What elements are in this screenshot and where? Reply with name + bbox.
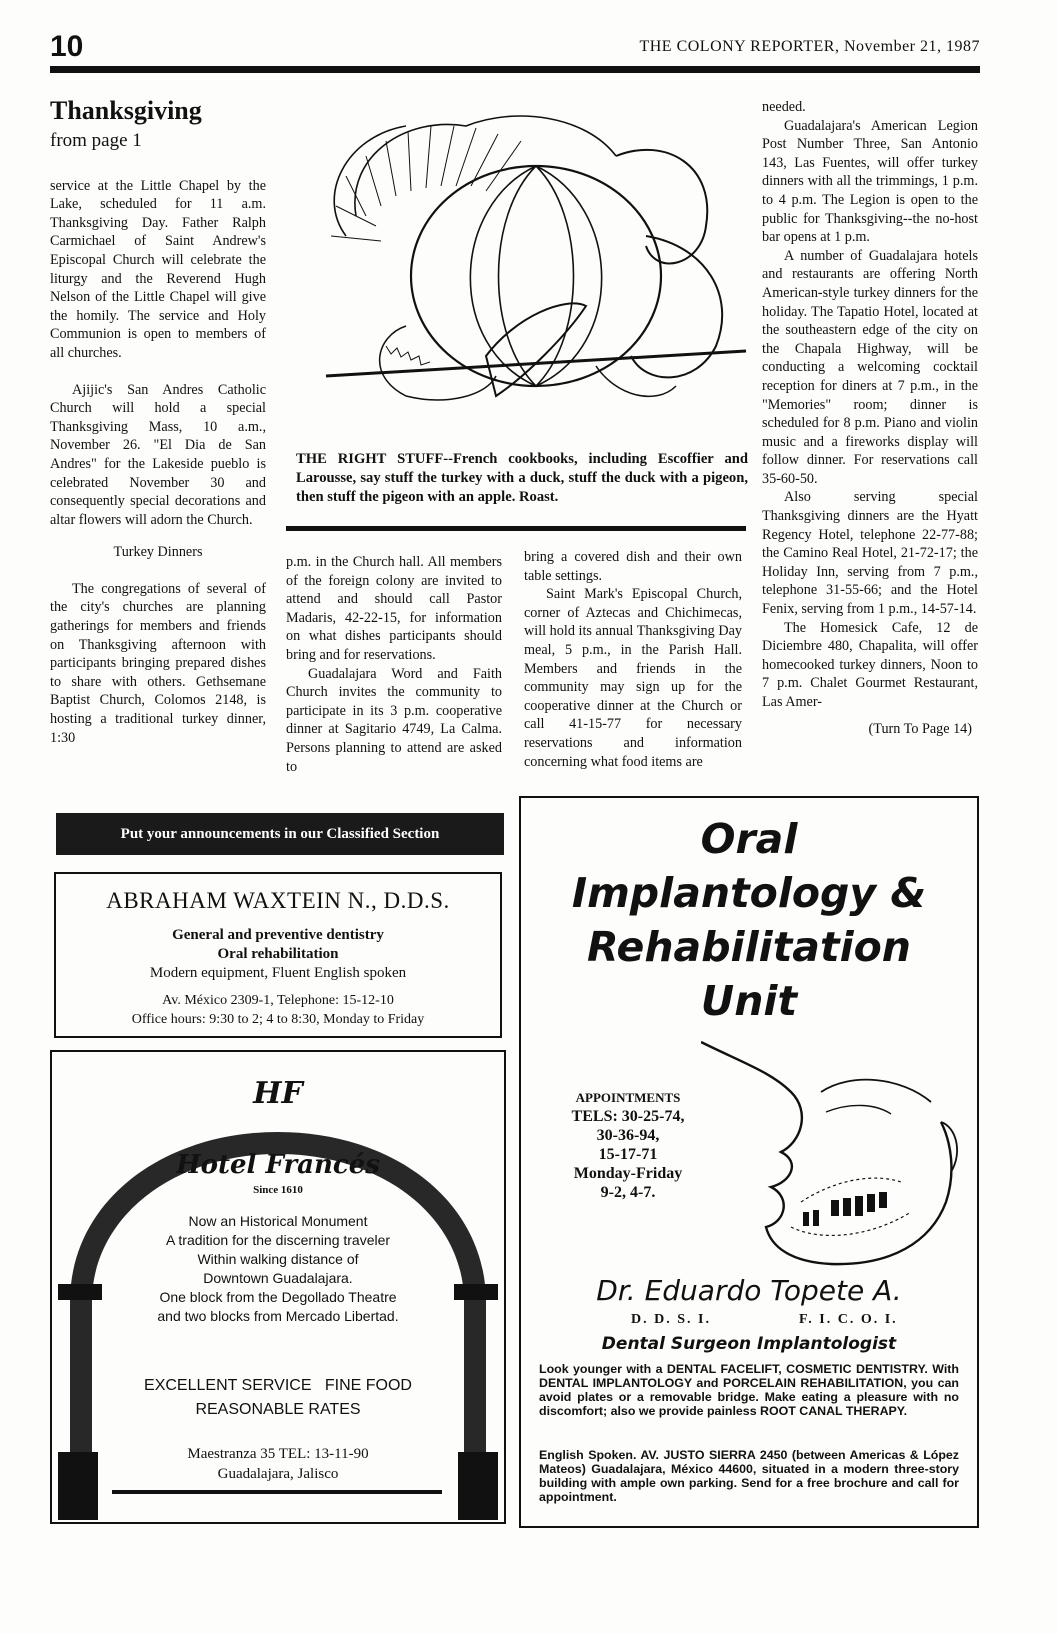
article-column-3 (524, 548, 742, 771)
header-rule (50, 66, 980, 73)
hotel-line: One block from the Degollado Theatre (159, 1289, 397, 1305)
caption-rule (286, 526, 746, 531)
telephone: 30-36-94, (596, 1127, 660, 1144)
ad-oral-implantology (519, 796, 979, 1528)
paragraph: Guadalajara's American Legion Post Number Three, San Antonio 143, Las Fuentes, will offer turkey dinners with all the trimmings, 1 p.m. to 4 p.m. The Legion is open to the public for Thanksgiving--the no-host bar opens at 1 p.m. (762, 117, 978, 246)
page-number: 10 (50, 30, 84, 63)
paragraph: Also serving special Thanksgiving dinners are the Hyatt Regency Hotel, telephone 22-77-88; the Camino Real Hotel, 21-72-17; the Holiday Inn, serving from 7 p.m., telephone 31-55-66; and the Hotel Fenix, serving from 1 p.m., 14-57-14. (762, 489, 978, 618)
hotel-line: and two blocks from Mercado Libertad. (157, 1308, 399, 1324)
masthead: THE COLONY REPORTER, November 21, 1987 (639, 38, 980, 55)
article-title: Thanksgiving (50, 96, 202, 125)
implant-title (521, 812, 977, 1028)
telephone: TELS: 30-25-74, (571, 1108, 685, 1125)
turkey-illustration (286, 96, 756, 446)
dentist-hours: Office hours: 9:30 to 2; 4 to 8:30, Monday to Friday (131, 1012, 425, 1027)
telephone: 15-17-71 (598, 1146, 658, 1163)
paragraph: service at the Little Chapel by the Lake, scheduled for 11 a.m. Thanksgiving Day. Father Ralph Carmichael of Saint Andrew's Episcopal Church will celebrate the liturgy and the Reverend Hugh Nelson of the Little Chapel will give the homily. The service and Holy Communion is open to members of all churches. (50, 177, 266, 361)
photo-caption: THE RIGHT STUFF--French cookbooks, including Escoffier and Larousse, say stuff the turkey with a duck, stuff the duck with a pigeon, then stuff the pigeon with an apple. Roast. (296, 451, 748, 505)
dentist-address: Av. México 2309-1, Telephone: 15-12-10 (162, 993, 394, 1008)
article-column-4 (762, 98, 978, 738)
appointments-block (543, 1088, 713, 1202)
ad-hotel-frances (50, 1050, 506, 1524)
article-subtitle: from page 1 (50, 130, 142, 151)
paragraph: The Homesick Cafe, 12 de Diciembre 480, Chapalita, will offer homecooked turkey dinners, Noon to 7 p.m. Chalet Gourmet Restaurant, Las Amer- (762, 619, 978, 710)
hotel-name: Hotel Francés (176, 1150, 380, 1180)
paragraph: needed. (762, 99, 806, 115)
hotel-line: A tradition for the discerning traveler (165, 1232, 391, 1248)
hotel-address (112, 1444, 444, 1484)
hotel-line: Now an Historical Monument (188, 1213, 368, 1229)
implant-title-line: Unit (700, 977, 798, 1025)
hotel-address-line: Guadalajara, Jalisco (217, 1466, 339, 1482)
dentist-name: ABRAHAM WAXTEIN N., D.D.S. (106, 888, 450, 913)
doctor-name: Dr. Eduardo Topete A. (596, 1274, 902, 1307)
hotel-service: REASONABLE RATES (195, 1401, 361, 1418)
ad-waxtein (54, 872, 502, 1038)
face-profile-illustration (701, 1032, 971, 1272)
credential: F. I. C. O. I. (799, 1312, 898, 1327)
paragraph: Guadalajara Word and Faith Church invites the community to participate in its 3 p.m. cooperative dinner at Sagitario 4749, La Calma. Persons planning to attend are asked to (286, 665, 502, 775)
hotel-monogram: HF (253, 1076, 303, 1111)
paragraph: bring a covered dish and their own table settings. (524, 549, 742, 584)
credential: D. D. S. I. (631, 1312, 711, 1327)
paragraph: Saint Mark's Episcopal Church, corner of Aztecas and Chichimecas, will hold its annual Thanksgiving Day meal, 5 p.m., in the Parish Hall. Members and friends in the community may sign up for the cooperative dinner at the Church or call 41-15-77 for necessary reservations and information concerning what food items are (524, 586, 742, 770)
classified-banner: Put your announcements in our Classified Section (56, 813, 504, 855)
office-days: Monday-Friday (573, 1165, 683, 1182)
paragraph: p.m. in the Church hall. All members of the foreign colony are invited to attend and should call Pastor Madaris, 42-22-15, for information on what dishes participants should bring and for reservations. (286, 554, 502, 663)
paragraph: A number of Guadalajara hotels and restaurants are offering North American-style turkey dinners for the holiday. The Tapatio Hotel, located at the southeastern edge of the city on the Chapala Highway, will be conducting a welcoming cocktail reception for diners at 7 p.m., in the "Memories" room; dinner is scheduled for 8 p.m. Piano and violin music and a fireworks display will follow dinner. For reservations call 35-60-50. (762, 247, 978, 487)
implant-title-line: Implantology & (571, 869, 927, 917)
dentist-line: Oral rehabilitation (217, 946, 339, 962)
hotel-service: FINE FOOD (324, 1377, 412, 1394)
dentist-line: General and preventive dentistry (172, 927, 384, 943)
dentist-line: Modern equipment, Fluent English spoken (149, 965, 407, 981)
hotel-service: EXCELLENT SERVICE (144, 1377, 312, 1394)
implant-title-line: Oral (700, 815, 798, 863)
subhead-turkey-dinners: Turkey Dinners (113, 544, 203, 561)
paragraph: The congregations of several of the city's churches are planning gatherings for members and friends on Thanksgiving afternoon with participants bringing prepared dishes to share with others. Gethsemane Baptist Church, Colomos 2148, is hosting a traditional turkey dinner, 1:30 (50, 580, 266, 746)
hotel-line: Within walking distance of (197, 1251, 359, 1267)
implant-body: Look younger with a DENTAL FACELIFT, COSMETIC DENTISTRY. With DENTAL IMPLANTOLOGY and PORCELAIN REHABILITATION, you can avoid plates or a removable bridge. Make eating a pleasure with no discomfort; also we provide painless ROOT CANAL THERAPY. (539, 1362, 959, 1418)
implant-title-line: Rehabilitation (587, 923, 911, 971)
paragraph: Ajijic's San Andres Catholic Church will hold a special Thanksgiving Mass, 10 a.m., November 26. "El Dia de San Andres" for the Lakeside pueblo is celebrated November 30 and consequently special decorations and altar flowers will adorn the Church. (50, 381, 266, 528)
implant-address: English Spoken. AV. JUSTO SIERRA 2450 (between Americas & López Mateos) Guadalajara, México 44600, situated in a modern three-story building with ample own parking. Send for a free brochure and call for appointment. (539, 1448, 959, 1504)
hotel-since: Since 1610 (253, 1184, 303, 1196)
continued-line: (Turn To Page 14) (868, 720, 972, 737)
article-column-1 (50, 96, 266, 747)
office-hours: 9-2, 4-7. (600, 1184, 656, 1201)
hotel-services (112, 1374, 444, 1422)
hotel-address-line: Maestranza 35 TEL: 13-11-90 (187, 1446, 369, 1462)
doctor-role: Dental Surgeon Implantologist (601, 1334, 897, 1354)
article-column-2 (286, 553, 502, 776)
appointments-label: APPOINTMENTS (575, 1090, 681, 1105)
hotel-description (112, 1212, 444, 1326)
hotel-line: Downtown Guadalajara. (203, 1270, 353, 1286)
